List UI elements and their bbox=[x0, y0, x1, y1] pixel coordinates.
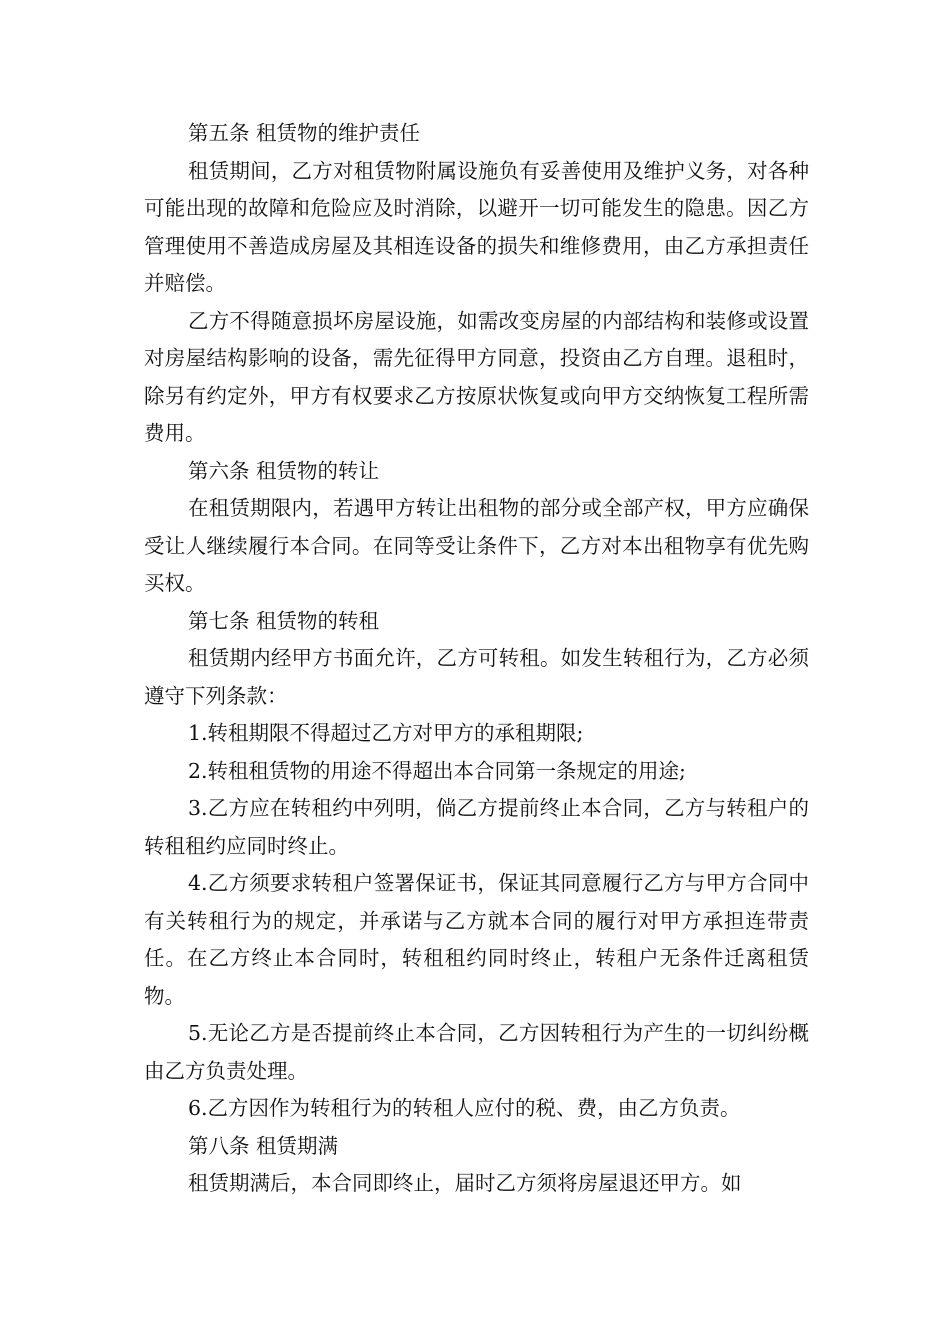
article-8-heading: 第八条 租赁期满 bbox=[188, 1133, 339, 1158]
article-7-heading: 第七条 租赁物的转租 bbox=[188, 608, 380, 633]
paragraph: 租赁期间，乙方对租赁物附属设施负有妥善使用及维护义务，对各种可能出现的故障和危险应及时消除，以避开一切可能发生的隐患。因乙方管理使用不善造成房屋及其相连设备的损失和维修费用，由乙方承担责任并赔偿。 bbox=[144, 158, 809, 295]
paragraph: 租赁期内经甲方书面允许，乙方可转租。如发生转租行为，乙方必须遵守下列条款： bbox=[144, 646, 809, 708]
paragraph: 租赁期满后，本合同即终止，届时乙方须将房屋退还甲方。如 bbox=[188, 1171, 742, 1195]
list-item: 5.无论乙方是否提前终止本合同，乙方因转租行为产生的一切纠纷概由乙方负责处理。 bbox=[144, 1021, 809, 1083]
paragraph: 乙方不得随意损坏房屋设施，如需改变房屋的内部结构和装修或设置对房屋结构影响的设备，需先征得甲方同意，投资由乙方自理。退租时，除另有约定外，甲方有权要求乙方按原状恢复或向甲方交纳恢复工程所需费用。 bbox=[144, 308, 809, 445]
list-item: 3.乙方应在转租约中列明，倘乙方提前终止本合同，乙方与转租户的转租租约应同时终止。 bbox=[144, 796, 809, 858]
list-item: 4.乙方须要求转租户签署保证书，保证其同意履行乙方与甲方合同中有关转租行为的规定，并承诺与乙方就本合同的履行对甲方承担连带责任。在乙方终止本合同时，转租租约同时终止，转租户无条件迁离租赁物。 bbox=[144, 871, 809, 1008]
paragraph: 在租赁期限内，若遇甲方转让出租物的部分或全部产权，甲方应确保受让人继续履行本合同。在同等受让条件下，乙方对本出租物享有优先购买权。 bbox=[144, 496, 809, 595]
list-item: 1.转租期限不得超过乙方对甲方的承租期限; bbox=[188, 721, 584, 745]
article-6-heading: 第六条 租赁物的转让 bbox=[188, 458, 380, 483]
document-page bbox=[144, 115, 809, 1203]
article-5-heading: 第五条 租赁物的维护责任 bbox=[188, 121, 421, 145]
list-item: 6.乙方因作为转租行为的转租人应付的税、费，由乙方负责。 bbox=[188, 1096, 741, 1120]
list-item: 2.转租租赁物的用途不得超出本合同第一条规定的用途; bbox=[188, 758, 686, 783]
